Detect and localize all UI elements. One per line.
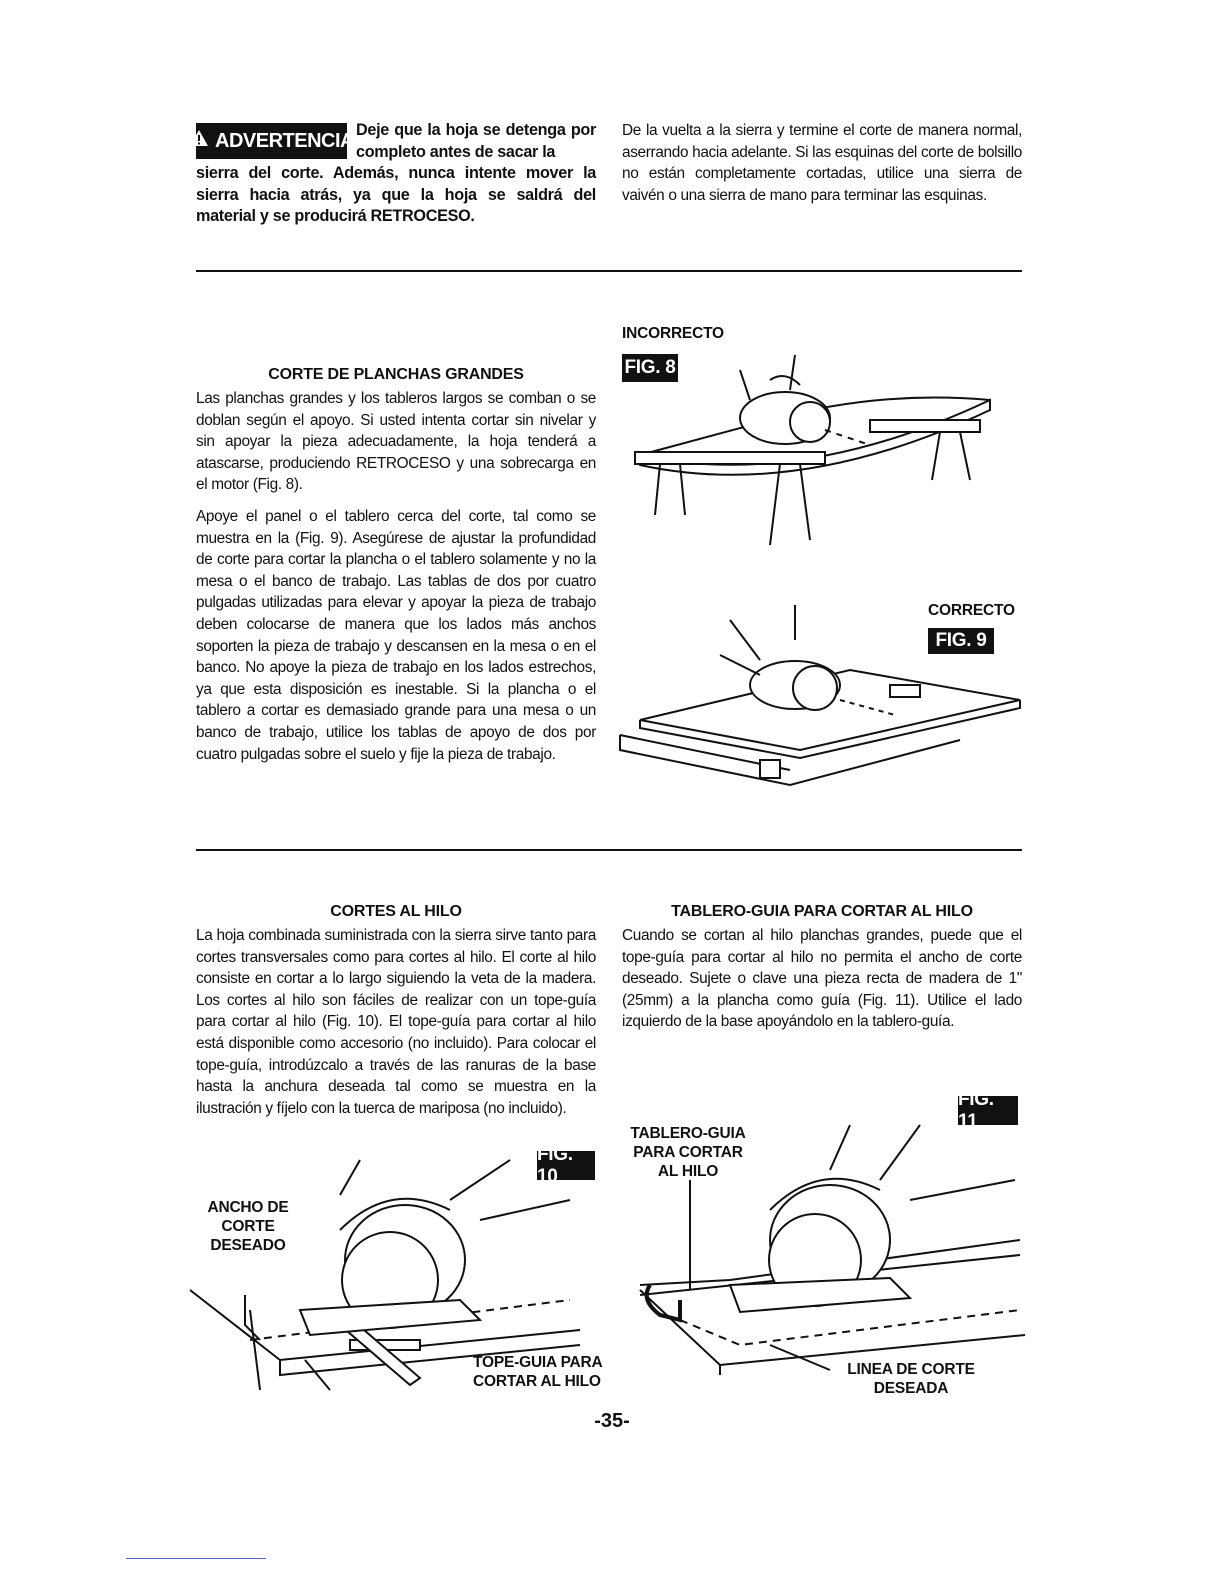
section-body-planchas xyxy=(196,388,596,775)
section-heading-tablero: TABLERO-GUIA PARA CORTAR AL HILO xyxy=(671,903,973,920)
label-line: AL HILO xyxy=(657,1163,719,1180)
fig8-badge: FIG. 8 xyxy=(622,354,678,382)
paragraph: Las planchas grandes y los tableros largos se comban o se doblan según el apoyo. Si usted intenta cortar sin nivelar y sin apoyar la pieza adecuadamente, la hoja tenderá a atascarse, produciendo RETROCESO y una sobrecarga en el motor (Fig. 8). xyxy=(196,390,596,494)
paragraph: Apoye el panel o el tablero cerca del corte, tal como se muestra en la (Fig. 9). Asegúrese de ajustar la profundidad de corte para cortar la plancha o el tablero solamente y no la mesa o el banco de trabajo. Las tablas de dos por cuatro pulgadas utilizadas para elevar y apoyar la pieza de trabajo deben colocarse de manera que los lados más anchos soporten la pieza de trabajo y descansen en la mesa o en el banco. No apoye la pieza de trabajo en los lados estrechos, ya que esta disposición es inestable. Si la plancha o el tablero a cortar es demasiado grande para una mesa o un banco de trabajo, utilice los tablas de apoyo de dos por cuatro pulgadas sobre el suelo y fije la pieza de trabajo. xyxy=(196,507,596,763)
page-number: -35- xyxy=(594,1410,630,1432)
fig8-caption: INCORRECTO xyxy=(622,325,724,342)
label-line: ANCHO DE xyxy=(207,1199,289,1216)
label-line: LINEA DE CORTE xyxy=(847,1361,975,1378)
footer-link-underline xyxy=(126,1558,266,1559)
warning-body: sierra del corte. Además, nunca intente mover la sierra hacia atrás, ya que la hoja se saldrá del material y se producirá RETROCESO. xyxy=(196,164,596,226)
fig11-badge: FIG. 11 xyxy=(958,1096,1018,1125)
warning-lead: Deje que la hoja se detenga por completo antes de sacar la xyxy=(356,121,596,161)
fig8-illustration xyxy=(620,340,1020,560)
section-divider xyxy=(196,849,1022,851)
fig10-badge: FIG. 10 xyxy=(537,1151,595,1180)
section-body-hilo: La hoja combinada suministrada con la sierra sirve tanto para cortes transversales como para cortes al hilo. El corte al hilo consiste en cortar a lo largo siguiendo la veta de la madera. Los cortes al hilo son fáciles de realizar con un tope-guía para cortar al hilo (Fig. 10). El tope-guía para cortar al hilo está disponible como accesorio (no incluido). Para colocar el tope-guía, introdúzcalo a través de las ranuras de la base hasta la anchura deseada tal como se muestra en la ilustración y fíjelo con la tuerca de mariposa (no incluido). xyxy=(196,927,596,1117)
label-line: TOPE-GUIA PARA xyxy=(473,1354,603,1371)
label-line: TABLERO-GUIA xyxy=(630,1125,746,1142)
section-body-tablero: Cuando se cortan al hilo planchas grandes, puede que el tope-guía para cortar al hilo no permita el ancho de corte deseado. Sujete o clave una pieza recta de madera de 1" (25mm) a la plancha como guía (Fig. 11). Utilice el lado izquierdo de la base apoyándolo en la tablero-guía. xyxy=(622,927,1022,1031)
label-line: CORTAR AL HILO xyxy=(473,1373,601,1390)
top-right-paragraph: De la vuelta a la sierra y termine el corte de manera normal, aserrando hacia adelante. Si las esquinas del corte de bolsillo no están completamente cortadas, utilice una sierra de vaivén o una sierra de mano para terminar las esquinas. xyxy=(622,122,1022,204)
warning-badge xyxy=(196,123,354,159)
fig9-badge: FIG. 9 xyxy=(928,628,994,654)
label-line: CORTE xyxy=(221,1218,275,1235)
fig11-illustration xyxy=(620,1120,1025,1380)
section-divider xyxy=(196,270,1022,272)
section-heading-planchas: CORTE DE PLANCHAS GRANDES xyxy=(268,366,524,383)
warning-triangle-icon xyxy=(189,129,209,153)
label-line: DESEADO xyxy=(210,1237,286,1254)
warning-badge-label: ADVERTENCIA xyxy=(215,129,354,152)
fig9-caption: CORRECTO xyxy=(928,602,1015,619)
fig9-illustration xyxy=(620,600,1020,790)
label-line: PARA CORTAR xyxy=(633,1144,743,1161)
fig10-illustration xyxy=(190,1150,600,1400)
section-heading-hilo: CORTES AL HILO xyxy=(330,903,462,920)
label-line: DESEADA xyxy=(873,1380,949,1397)
